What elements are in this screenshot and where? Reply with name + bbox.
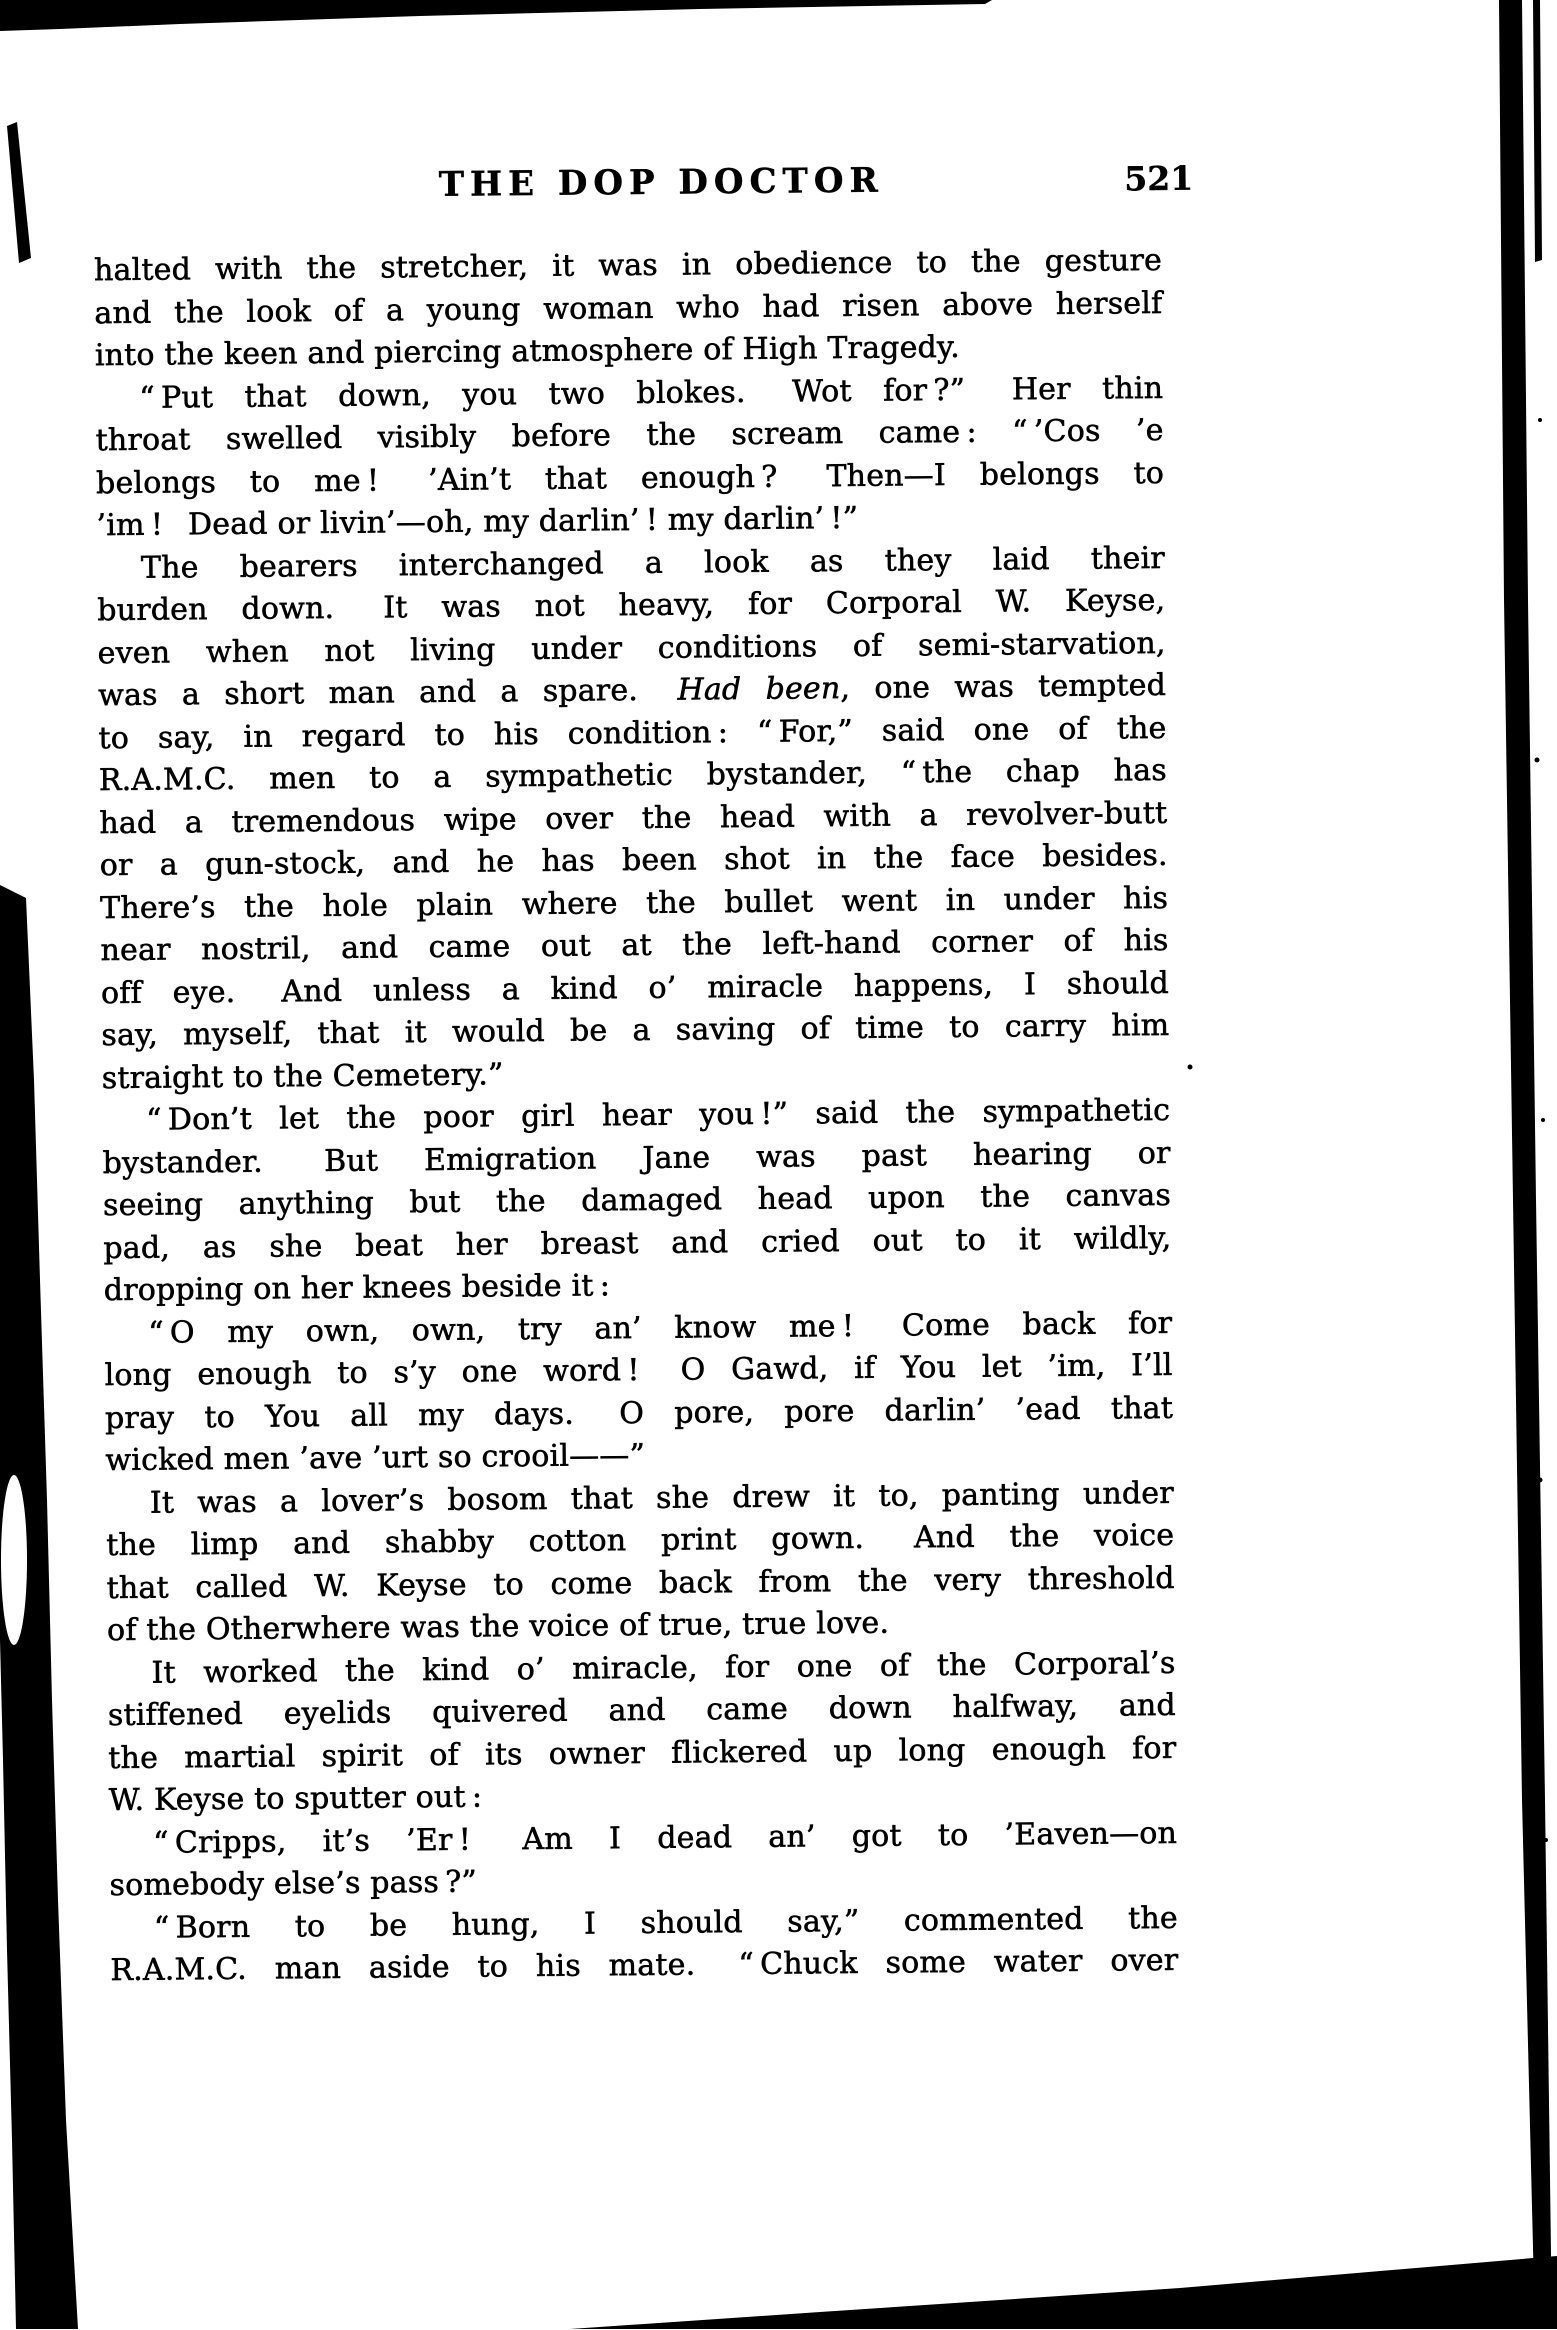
text-line: R.A.M.C. man aside to his mate. “ Chuck some water over <box>110 1942 1179 1989</box>
text-line: belongs to me ! ’Ain’t that enough ? Then—I belongs to <box>95 455 1165 501</box>
text-line: It was a lover’s bosom that she drew it to, panting under <box>149 1475 1174 1521</box>
text-line: that called W. Keyse to come back from the very threshold <box>106 1560 1175 1606</box>
text-line: into the keen and piercing atmosphere of High Tragedy. <box>94 329 961 374</box>
text-line: bystander. But Emigration Jane was past hearing or <box>102 1135 1171 1181</box>
text-line: pray to You all my days. O pore, pore darlin’ ’ead that <box>104 1390 1174 1436</box>
text-line: somebody else’s pass ?” <box>109 1864 478 1904</box>
text-line: dropping on her knees beside it : <box>103 1268 611 1309</box>
text-line: seeing anything but the damaged head upon the canvas <box>102 1177 1172 1224</box>
text-line: “ Born to be hung, I should say,” commented the <box>153 1900 1179 1946</box>
text-line: There’s the hole plain where the bullet went in under his <box>99 880 1169 926</box>
text-line: and the look of a young woman who had risen above herself <box>94 285 1163 331</box>
page-number: 521 <box>1124 158 1194 199</box>
text-line: to say, in regard to his condition : “ For,” said one of the <box>98 710 1167 756</box>
page-content <box>93 158 1194 1993</box>
text-line: was a short man and a spare. Had been, one was tempted <box>97 667 1167 714</box>
body-text <box>94 240 1179 1993</box>
text-line: of the Otherwhere was the voice of true, true love. <box>106 1605 890 1649</box>
text-line: It worked the kind o’ miracle, for one of the Corporal’s <box>151 1645 1176 1691</box>
text-line: off eye. And unless a kind o’ miracle happens, I should <box>100 965 1170 1011</box>
text-line: stiffened eyelids quivered and came down halfway, and <box>107 1687 1177 1734</box>
text-line: had a tremendous wipe over the head with a revolver-butt <box>99 795 1168 841</box>
text-line: ’im ! Dead or livin’—oh, my darlin’ ! my darlin’ !” <box>96 500 859 544</box>
text-line: throat swelled visibly before the scream came : “ ’Cos ’e <box>95 412 1164 459</box>
text-line: R.A.M.C. men to a sympathetic bystander, “ the chap has <box>98 752 1168 799</box>
text-line: “ Cripps, it’s ’Er ! Am I dead an’ got to ’Eaven—on <box>152 1815 1178 1861</box>
text-line: The bearers interchanged a look as they laid their <box>140 540 1166 586</box>
text-line: near nostril, and came out at the left-hand corner of his <box>100 922 1169 969</box>
running-title: THE DOP DOCTOR <box>438 160 884 205</box>
text-line: “ Put that down, you two blokes. Wot for ?” Her thin <box>139 370 1164 416</box>
text-line: “ Don’t let the poor girl hear you !” said the sympathetic <box>146 1092 1171 1138</box>
text-line: wicked men ’ave ’urt so crooil——” <box>105 1437 646 1479</box>
text-line: burden down. It was not heavy, for Corporal W. Keyse, <box>97 582 1166 629</box>
text-line: W. Keyse to sputter out : <box>108 1779 483 1819</box>
text-line: pad, as she beat her breast and cried out to it wildly, <box>103 1220 1172 1266</box>
text-line: say, myself, that it would be a saving of time to carry him <box>101 1007 1170 1054</box>
text-line: the limp and shabby cotton print gown. And the voice <box>106 1517 1175 1564</box>
text-line: or a gun-stock, and he has been shot in the face besides. <box>99 837 1168 884</box>
text-line: long enough to s’y one word ! O Gawd, if You let ’im, I’ll <box>104 1347 1173 1394</box>
text-line: even when not living under conditions of semi-starvation, <box>97 625 1166 671</box>
page-header <box>93 158 1194 214</box>
text-line: halted with the stretcher, it was in obedience to the gesture <box>93 242 1163 289</box>
text-line: the martial spirit of its owner flickered up long enough for <box>108 1730 1177 1776</box>
text-line: straight to the Cemetery.” <box>101 1056 504 1096</box>
text-line: “ O my own, own, try an’ know me ! Come back for <box>148 1305 1173 1351</box>
